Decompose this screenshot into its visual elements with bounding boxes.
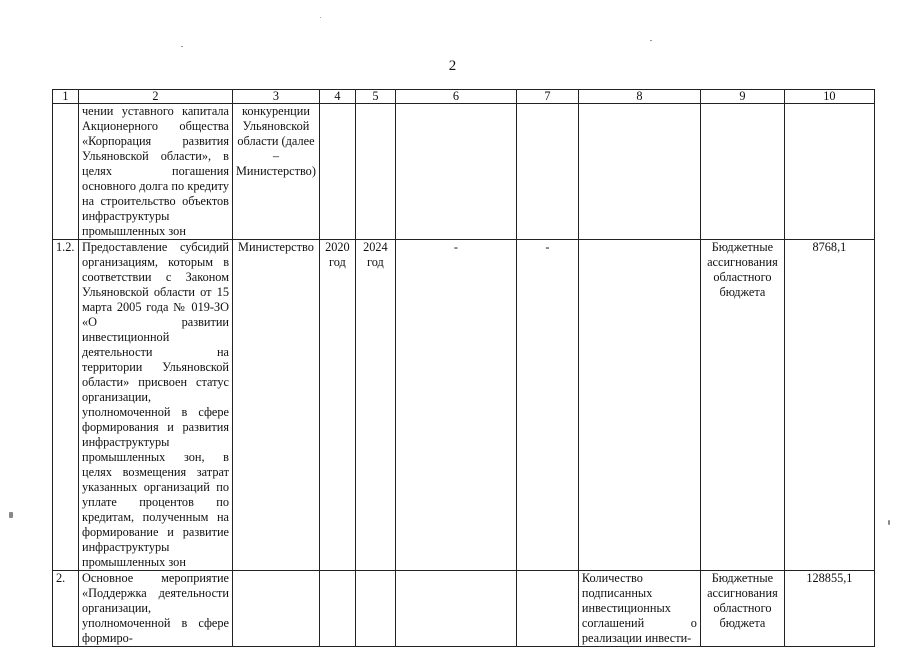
column-header: 2 — [79, 90, 233, 104]
column-header: 4 — [319, 90, 355, 104]
row-col6 — [395, 104, 516, 240]
column-header: 5 — [355, 90, 395, 104]
row-col6: - — [395, 240, 516, 571]
row-amount: 8768,1 — [784, 240, 874, 571]
row-executor — [233, 571, 320, 647]
column-header: 8 — [578, 90, 700, 104]
row-description: Основное мероприятие «Поддержка деятельности организации, уполномоченной в сфере формиро- — [79, 571, 233, 647]
row-number: 2. — [53, 571, 79, 647]
row-col7 — [516, 571, 578, 647]
row-end-year: 2024 год — [355, 240, 395, 571]
column-header: 7 — [516, 90, 578, 104]
column-header: 3 — [233, 90, 320, 104]
column-header: 6 — [395, 90, 516, 104]
row-executor: конкуренции Ульяновской области (далее – Министерство) — [233, 104, 320, 240]
row-start-year — [319, 571, 355, 647]
row-indicator: Количество подписанных инвестиционных соглашений о реализации инвести- — [578, 571, 700, 647]
row-amount: 128855,1 — [784, 571, 874, 647]
row-col7 — [516, 104, 578, 240]
column-number-row — [53, 90, 875, 104]
program-table — [52, 89, 875, 647]
row-funding-source: Бюджетные ассигнования областного бюджета — [700, 240, 784, 571]
row-col7: - — [516, 240, 578, 571]
row-number: 1.2. — [53, 240, 79, 571]
row-description: чении уставного капитала Акционерного общества «Корпорация развития Ульяновской области», в целях погашения основного долга по кредиту на строительство объектов инфраструктуры промышленных зон — [79, 104, 233, 240]
row-start-year — [319, 104, 355, 240]
row-start-year: 2020 год — [319, 240, 355, 571]
page-number: 2 — [448, 58, 457, 74]
table-row — [53, 571, 875, 647]
row-col6 — [395, 571, 516, 647]
column-header: 9 — [700, 90, 784, 104]
row-description: Предоставление субсидий организациям, которым в соответствии с Законом Ульяновской области от 15 марта 2005 года № 019-ЗО «О развитии инвестиционной деятельности на территории Ульяновской области» присвоен статус организации, уполномоченной в сфере формирования и развития инфраструктуры промышленных зон, в целях возмещения затрат указанных организаций по уплате процентов по кредитам, полученным на формирование и развитие инфраструктуры промышленных зон — [79, 240, 233, 571]
row-funding-source: Бюджетные ассигнования областного бюджета — [700, 571, 784, 647]
table-row — [53, 104, 875, 240]
row-indicator — [578, 240, 700, 571]
row-end-year — [355, 571, 395, 647]
row-executor: Министерство — [233, 240, 320, 571]
column-header: 1 — [53, 90, 79, 104]
column-header: 10 — [784, 90, 874, 104]
row-number — [53, 104, 79, 240]
row-end-year — [355, 104, 395, 240]
row-amount — [784, 104, 874, 240]
table-row — [53, 240, 875, 571]
row-funding-source — [700, 104, 784, 240]
row-indicator — [578, 104, 700, 240]
